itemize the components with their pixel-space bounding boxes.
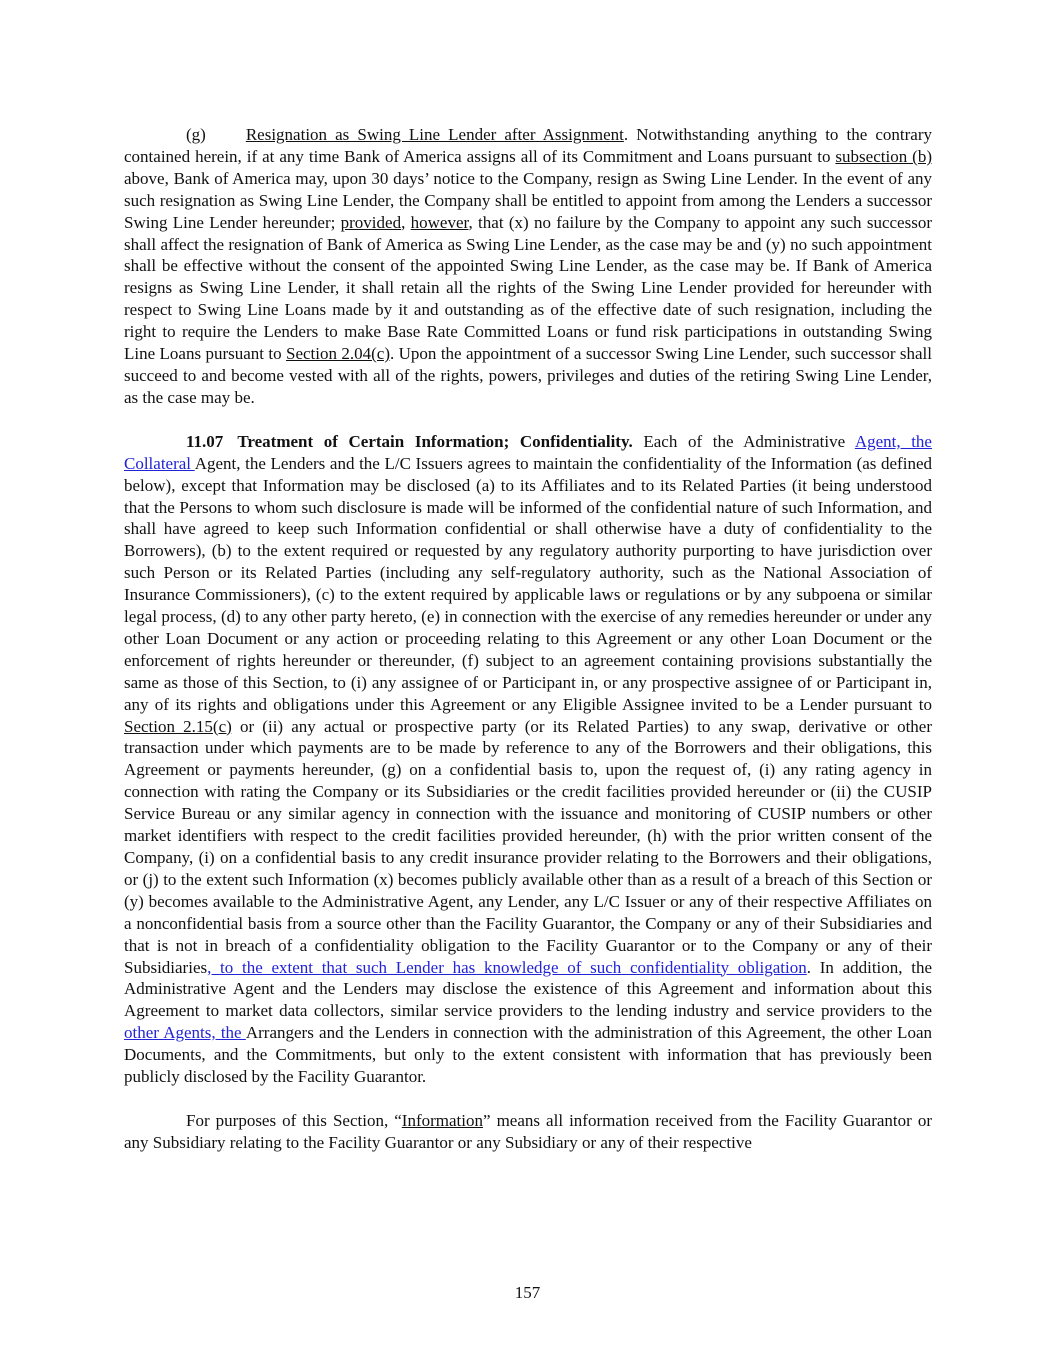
paragraph-text: , that (x) no failure by the Company to appoint any such successor shall affect the resignation of Bank of America as Swing Line Lender, as the case may be and (y) no such appointment shall be effective without the consent of the appointed Swing Line Lender, as the case may be. If Bank of America resigns as Swing Line Lender, it shall retain all the rights of the Swing Line Lender provided for hereunder with respect to Swing Line Loans made by it and outstanding as of the effective date of such resignation, including the right to require the Lenders to make Base Rate Committed Loans or fund risk participations in outstanding Swing Line Loans pursuant to bbox=[124, 212, 932, 364]
paragraph-g-resignation bbox=[124, 124, 932, 409]
page-number: 157 bbox=[514, 1283, 541, 1302]
cross-reference: Section 2.04(c) bbox=[286, 344, 391, 364]
inserted-text: Agent, the Collateral bbox=[124, 431, 932, 473]
cross-reference: subsection (b) bbox=[835, 146, 932, 166]
defined-term: Information bbox=[401, 1110, 483, 1130]
section-number: 11.07 bbox=[186, 431, 224, 451]
clause-heading: Resignation as Swing Line Lender after Assignment bbox=[245, 125, 624, 144]
paragraph-text: . Notwithstanding anything to the contrary contained herein, if at any time Bank of America assigns all of its Commitment and Loans pursuant to bbox=[124, 125, 932, 166]
paragraph-text: Each of the Administrative bbox=[632, 431, 855, 451]
clause-label: (g) bbox=[186, 125, 206, 144]
paragraph-text: Agent, the Lenders and the L/C Issuers agrees to maintain the confidentiality of the Information (as defined below), except that Information may be disclosed (a) to its Affiliates and to its Related Parties (it being understood that the Persons to whom such disclosure is made will be informed of the confidential nature of such Information, and shall have agreed to keep such Information confidential or shall otherwise have a duty of confidentiality to the Borrowers), (b) to the extent required or requested by any regulatory authority purporting to have jurisdiction over such Person or its Related Parties (including any self-regulatory authority, such as the National Association of Insurance Commissioners), (c) to the extent required by applicable laws or regulations or by any subpoena or similar legal process, (d) to any other party hereto, (e) in connection with the exercise of any remedies hereunder or under any other Loan Document or any action or proceeding relating to this Agreement or any other Loan Document or the enforcement of rights hereunder or thereunder, (f) subject to an agreement containing provisions substantially the same as those of this Section, to (i) any assignee of or Participant in, or any prospective assignee of or Participant in, any of its rights and obligations under this Agreement or any Eligible Assignee invited to be a Lender pursuant to bbox=[124, 453, 932, 714]
paragraph-spacer bbox=[124, 1088, 932, 1110]
section-11-07-paragraph bbox=[124, 431, 932, 1088]
emphasis-provided: provided bbox=[340, 212, 402, 232]
paragraph-text: For purposes of this Section, “ bbox=[186, 1110, 402, 1130]
section-title: Treatment of Certain Information; Confidentiality. bbox=[237, 431, 633, 451]
paragraph-text: . Upon the appointment of a successor Swing Line Lender, such successor shall succeed to and become vested with all of the rights, powers, privileges and duties of the retiring Swing Line Lender, as the case may be. bbox=[124, 344, 933, 407]
paragraph-text: . In addition, the Administrative Agent and the Lenders may disclose the existence of this Agreement and information about this Agreement to market data collectors, similar service providers to the lending industry and service providers to the bbox=[124, 957, 932, 1021]
information-definition-paragraph bbox=[124, 1110, 932, 1154]
emphasis-however: however bbox=[410, 212, 469, 232]
inserted-text: other Agents, the bbox=[124, 1023, 246, 1043]
paragraph-text: Arrangers and the Lenders in connection with the administration of this Agreement, the other Loan Documents, and the Commitments, but only to the extent consistent with information that has previously been publicly disclosed by the Facility Guarantor. bbox=[124, 1023, 932, 1087]
paragraph-spacer bbox=[124, 409, 932, 431]
document-page bbox=[124, 124, 932, 1154]
paragraph-text: or (ii) any actual or prospective party (or its Related Parties) to any swap, derivative or other transaction under which payments are to be made by reference to any of the Borrowers and their obligations, this Agreement or payments hereunder, (g) on a confidential basis to, upon the request of, (i) any rating agency in connection with rating the Company or its Subsidiaries or the credit facilities provided hereunder or (ii) the CUSIP Service Bureau or any similar agency in connection with the issuance and monitoring of CUSIP numbers or other market identifiers with respect to the credit facilities provided hereunder, (h) with the prior written consent of the Company, (i) on a confidential basis to any credit insurance provider relating to the Borrowers and their obligations, or (j) to the extent such Information (x) becomes publicly available other than as a result of a breach of this Section or (y) becomes available to the Administrative Agent, any Lender, any L/C Issuer or any of their respective Affiliates on a nonconfidential basis from a source other than the Facility Guarantor, the Company or any of their Subsidiaries and that is not in breach of a confidentiality obligation to the Facility Guarantor or to the Company or any of their Subsidiaries bbox=[124, 716, 933, 977]
paragraph-text: , bbox=[401, 212, 411, 232]
inserted-text: , to the extent that such Lender has knowledge of such confidentiality obligation bbox=[207, 957, 807, 977]
paragraph-text: above, Bank of America may, upon 30 days’ notice to the Company, resign as Swing Line Lender. In the event of any such resignation as Swing Line Lender, the Company shall be entitled to appoint from among the Lenders a successor Swing Line Lender hereunder; bbox=[124, 168, 932, 232]
cross-reference: Section 2.15(c) bbox=[124, 716, 232, 736]
paragraph-text: ” means all information received from the Facility Guarantor or any Subsidiary relating to the Facility Guarantor or any Subsidiary or any of their respective bbox=[124, 1110, 932, 1152]
